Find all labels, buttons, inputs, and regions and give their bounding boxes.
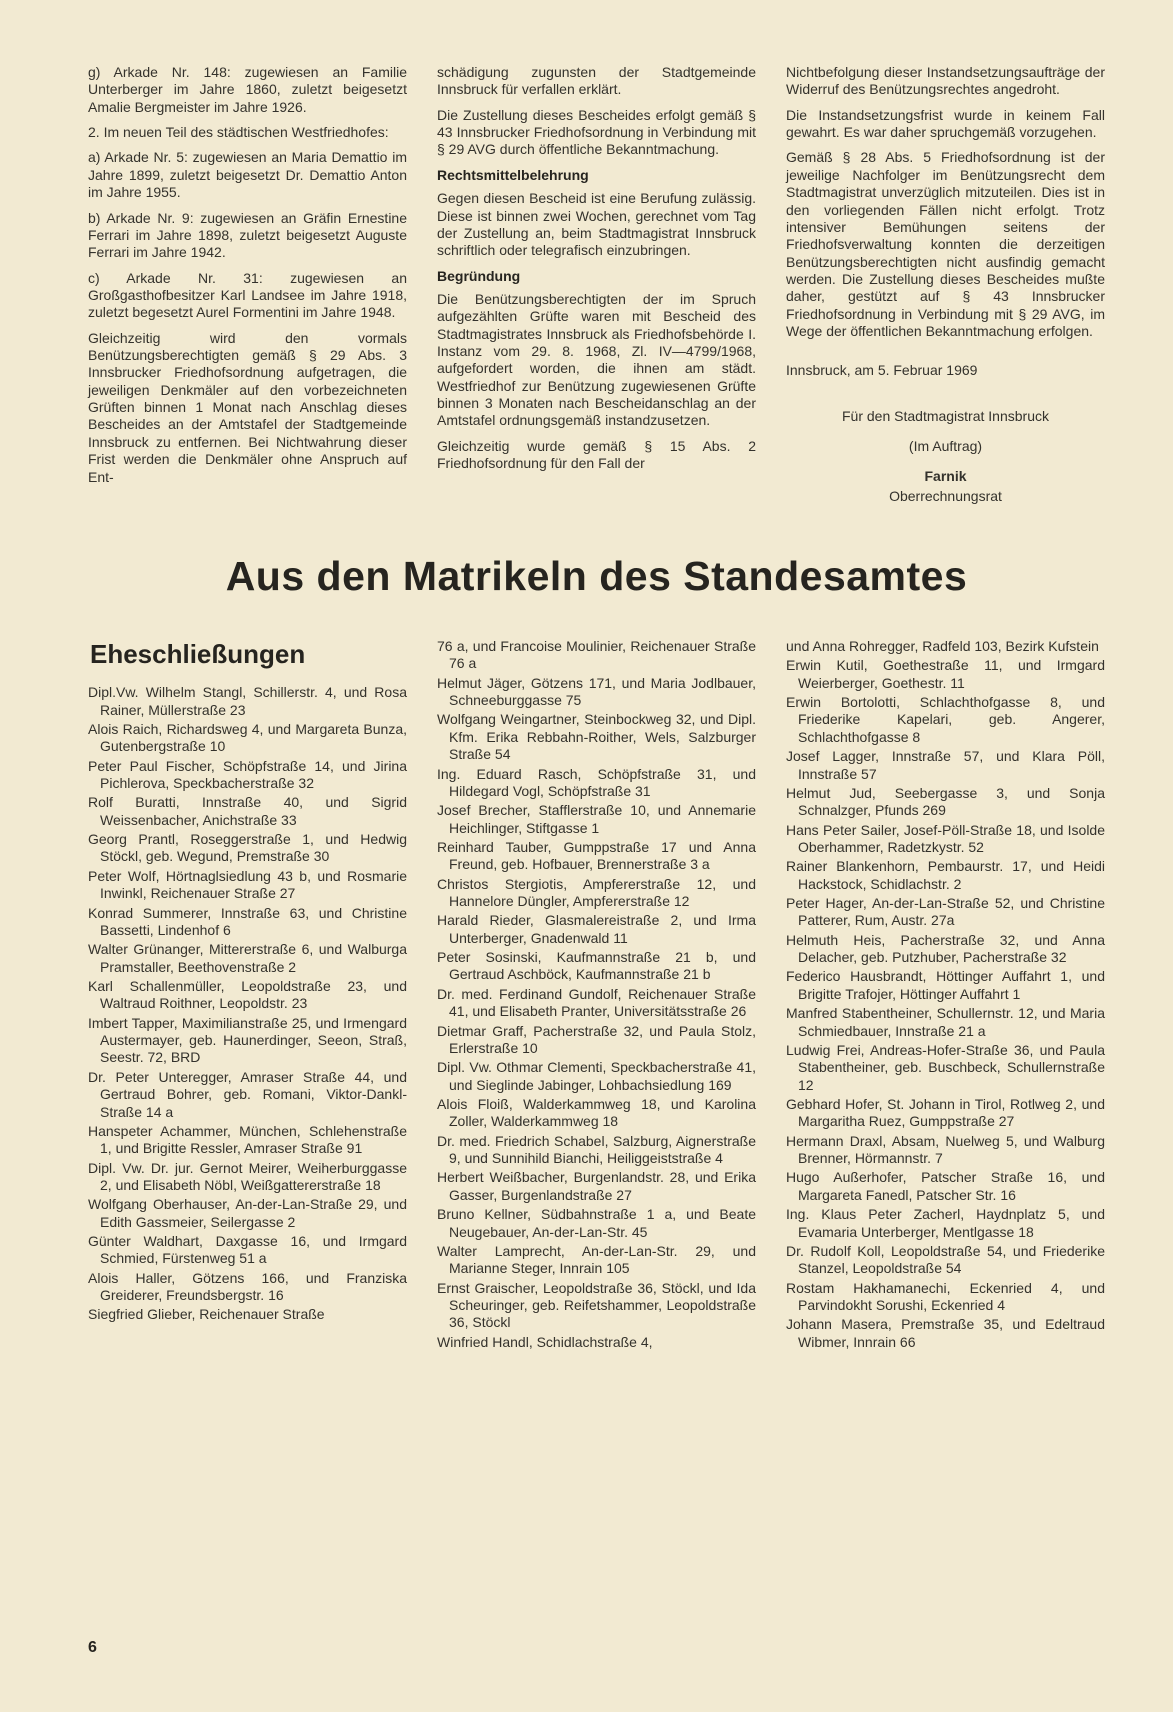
marriage-entry: Wolfgang Weingartner, Steinbockweg 32, und Dipl. Kfm. Erika Rebbahn-Roither, Wels, Salzburger Straße 54 [437, 711, 756, 763]
paragraph: Die Instandsetzungsfrist wurde in keinem Fall gewahrt. Es war daher spruchgemäß vorzugehen. [786, 106, 1105, 141]
paragraph: Die Benützungsberechtigten der im Spruch aufgezählten Grüfte waren mit Bescheid des Stadtmagistrates Innsbruck als Friedhofsbehörde I. Instanz vom 29. 8. 1968, Zl. IV—4799/1968, aufgefordert worden, die ihnen am städt. Westfriedhof zur Benützung zugewiesenen Grüfte binnen 3 Monaten nach Bescheidanschlag an der Amtstafel ordnungsgemäß instandzusetzen. [437, 290, 756, 429]
marriage-entry: Karl Schallenmüller, Leopoldstraße 23, und Waltraud Roithner, Leopoldstr. 23 [88, 978, 407, 1012]
marriage-entry: Herbert Weißbacher, Burgenlandstr. 28, und Erika Gasser, Burgenlandstraße 27 [437, 1169, 756, 1203]
paragraph: Die Zustellung dieses Bescheides erfolgt gemäß § 43 Innsbrucker Friedhofsordnung in Verbindung mit § 29 AVG durch öffentliche Bekanntmachung. [437, 106, 756, 158]
marriage-entry: Hanspeter Achammer, München, Schlehenstraße 1, und Brigitte Ressler, Amraser Straße 91 [88, 1122, 407, 1157]
paragraph: schädigung zugunsten der Stadtgemeinde Innsbruck für verfallen erklärt. [437, 64, 756, 98]
marriage-entry: Dipl.Vw. Wilhelm Stangl, Schillerstr. 4, und Rosa Rainer, Müllerstraße 23 [88, 684, 407, 718]
marriage-entry: Josef Brecher, Stafflerstraße 10, und Annemarie Heichlinger, Stiftgasse 1 [437, 802, 756, 836]
marriage-entry: Dr. Rudolf Koll, Leopoldstraße 54, und Friederike Stanzel, Leopoldstraße 54 [786, 1242, 1105, 1277]
marriage-entry: Federico Hausbrandt, Höttinger Auffahrt 1, und Brigitte Trafojer, Höttinger Auffahrt 1 [786, 968, 1105, 1002]
marriage-entry: Dr. Peter Unteregger, Amraser Straße 44, und Gertraud Bohrer, geb. Romani, Viktor-Dankl-Straße 14 a [88, 1068, 407, 1120]
marriage-entry: Alois Raich, Richardsweg 4, und Margareta Bunza, Gutenbergstraße 10 [88, 720, 407, 755]
marriage-entry: Ing. Klaus Peter Zacherl, Haydnplatz 5, und Evamaria Unterberger, Mentlgasse 18 [786, 1206, 1105, 1240]
marriage-entry: Dietmar Graff, Pacherstraße 32, und Paula Stolz, Erlerstraße 10 [437, 1022, 756, 1056]
marriage-entry: Christos Stergiotis, Ampfererstraße 12, und Hannelore Düngler, Ampfererstraße 12 [437, 875, 756, 910]
marriage-entry: Erwin Bortolotti, Schlachthofgasse 8, und Friederike Kapelari, geb. Angerer, Schlachthofgasse 8 [786, 694, 1105, 745]
paragraph: Innsbruck, am 5. Februar 1969 [786, 362, 978, 379]
marriage-entry: Helmut Jud, Seebergasse 3, und Sonja Schnalzger, Pfunds 269 [786, 784, 1105, 819]
marriage-entry: Winfried Handl, Schidlachstraße 4, [437, 1333, 653, 1350]
marriage-entry: Alois Floiß, Walderkammweg 18, und Karolina Zoller, Walderkammweg 18 [437, 1096, 756, 1130]
notice-column-3 [786, 64, 1105, 505]
marriage-entry: Hermann Draxl, Absam, Nuelweg 5, und Walburg Brenner, Hörmannstr. 7 [786, 1132, 1105, 1167]
marriage-entry: Walter Lamprecht, An-der-Lan-Str. 29, und Marianne Steger, Innrain 105 [437, 1242, 756, 1277]
marriage-entry: Manfred Stabentheiner, Schullernstr. 12, und Maria Schmiedbauer, Innstraße 21 a [786, 1005, 1105, 1039]
marriage-entry: Wolfgang Oberhauser, An-der-Lan-Straße 29, und Edith Gassmeier, Seilergasse 2 [88, 1196, 407, 1230]
marriage-entry: Konrad Summerer, Innstraße 63, und Christine Bassetti, Lindenhof 6 [88, 904, 407, 938]
paragraph: Gleichzeitig wurde gemäß § 15 Abs. 2 Friedhofsordnung für den Fall der [437, 437, 756, 472]
marriage-entry: Helmut Jäger, Götzens 171, und Maria Jodlbauer, Schneeburggasse 75 [437, 674, 756, 709]
marriage-entry: Johann Masera, Premstraße 35, und Edeltraud Wibmer, Innrain 66 [786, 1316, 1105, 1350]
marriage-entry: Helmuth Heis, Pacherstraße 32, und Anna Delacher, geb. Putzhuber, Pacherstraße 32 [786, 931, 1105, 966]
main-heading: Aus den Matrikeln des Standesamtes [225, 553, 968, 600]
marriage-entry: Erwin Kutil, Goethestraße 11, und Irmgard Weierberger, Goethestr. 11 [786, 657, 1105, 691]
marriage-entry: Peter Sosinski, Kaufmannstraße 21 b, und Gertraud Aschböck, Kaufmannstraße 21 b [437, 949, 756, 983]
marriage-entry: Rostam Hakhamanechi, Eckenried 4, und Parvindokht Sorushi, Eckenried 4 [786, 1279, 1105, 1313]
marriage-entry: Dipl. Vw. Dr. jur. Gernot Meirer, Weiherburggasse 2, und Elisabeth Nöbl, Weißgattererstraße 18 [88, 1159, 407, 1193]
marriage-entry: Hugo Außerhofer, Patscher Straße 16, und Margareta Fanedl, Patscher Str. 16 [786, 1169, 1105, 1203]
marriage-entry: Ing. Eduard Rasch, Schöpfstraße 31, und Hildegard Vogl, Schöpfstraße 31 [437, 765, 756, 799]
marriage-entry: Reinhard Tauber, Gumppstraße 17 und Anna Freund, geb. Hofbauer, Brennerstraße 3 a [437, 838, 756, 873]
paragraph: b) Arkade Nr. 9: zugewiesen an Gräfin Ernestine Ferrari im Jahre 1898, zuletzt beigesetzt Auguste Ferrari im Jahre 1942. [88, 209, 407, 261]
marriage-entry: Imbert Tapper, Maximilianstraße 25, und Irmengard Austermayer, geb. Haunerdinger, Seeon, Straß, Seestr. 72, BRD [88, 1014, 407, 1066]
marriage-entry: Günter Waldhart, Daxgasse 16, und Irmgard Schmied, Fürstenweg 51 a [88, 1233, 407, 1267]
marriages-column-2 [437, 638, 756, 1353]
marriage-entry: Peter Hager, An-der-Lan-Straße 52, und Christine Patterer, Rum, Austr. 27a [786, 895, 1105, 929]
sub-heading: Rechtsmittelbelehrung [437, 166, 589, 183]
paragraph: (Im Auftrag) [908, 438, 983, 455]
marriage-entry: Harald Rieder, Glasmalereistraße 2, und Irma Unterberger, Gnadenwald 11 [437, 912, 756, 946]
marriages-section [88, 638, 1105, 1353]
paragraph: c) Arkade Nr. 31: zugewiesen an Großgasthofbesitzer Karl Landsee im Jahre 1918, zuletzt begesetzt Aurel Formentini im Jahre 1948. [88, 269, 407, 321]
marriage-entry: Georg Prantl, Roseggerstraße 1, und Hedwig Stöckl, geb. Wegund, Premstraße 30 [88, 831, 407, 865]
marriage-entry: Ludwig Frei, Andreas-Hofer-Straße 36, und Paula Stabentheiner, geb. Buschbeck, Schullernstraße 12 [786, 1041, 1105, 1093]
marriage-entry: Peter Paul Fischer, Schöpfstraße 14, und Jirina Pichlerova, Speckbacherstraße 32 [88, 757, 407, 792]
marriage-entry: Bruno Kellner, Südbahnstraße 1 a, und Beate Neugebauer, An-der-Lan-Str. 45 [437, 1206, 756, 1240]
paragraph: Gleichzeitig wird den vormals Benützungsberechtigten gemäß § 29 Abs. 3 Innsbrucker Friedhofsordnung aufgetragen, die jeweiligen Denkmäler auf den vorbezeichneten Grüften binnen 1 Monat nach Anschlag dieses Bescheides an der Amtstafel der Stadtgemeinde Innsbruck zu entfernen. Bei Nichtwahrung dieser Frist werden die Denkmäler ohne Anspruch auf Ent- [88, 329, 407, 485]
marriages-column-3 [786, 638, 1105, 1353]
marriage-entry: und Anna Rohregger, Radfeld 103, Bezirk Kufstein [786, 638, 1099, 655]
sub-heading: Begründung [437, 267, 521, 284]
notice-column-1 [88, 64, 407, 505]
marriage-entry: Rolf Buratti, Innstraße 40, und Sigrid Weissenbacher, Anichstraße 33 [88, 794, 407, 828]
paragraph: g) Arkade Nr. 148: zugewiesen an Familie Unterberger im Jahre 1860, zuletzt beigesetzt Amalie Bergmeister im Jahre 1926. [88, 64, 407, 115]
marriage-entry: Peter Wolf, Hörtnaglsiedlung 43 b, und Rosmarie Inwinkl, Reichenauer Straße 27 [88, 867, 407, 902]
marriage-entry: Walter Grünanger, Mittererstraße 6, und Walburga Pramstaller, Beethovenstraße 2 [88, 941, 407, 975]
notice-section [88, 64, 1105, 505]
paragraph: Gemäß § 28 Abs. 5 Friedhofsordnung ist der jeweilige Nachfolger im Benützungsrecht dem Stadtmagistrat unverzüglich mitzuteilen. Dies ist in den vorliegenden Fällen nicht erfolgt. Trotz intensiver Bemühungen seitens der Friedhofsverwaltung konnten die derzeitigen Benützungsberechtigten nicht ausfindig gemacht werden. Die Zustellung dieses Bescheides mußte daher, gestützt auf § 43 Innsbrucker Friedhofsordnung in Verbindung mit § 29 AVG, im Wege der öffentlichen Bekanntmachung erfolgen. [786, 149, 1105, 340]
marriage-entry: Siegfried Glieber, Reichenauer Straße [88, 1306, 325, 1323]
paragraph: Gegen diesen Bescheid ist eine Berufung zulässig. Diese ist binnen zwei Wochen, gerechnet vom Tag der Zustellung an, beim Stadtmagistrat Innsbruck schriftlich oder telegrafisch einzubringen. [437, 190, 756, 259]
marriage-entry: Dipl. Vw. Othmar Clementi, Speckbacherstraße 41, und Sieglinde Jabinger, Lohbachsiedlung 169 [437, 1059, 756, 1093]
paragraph: a) Arkade Nr. 5: zugewiesen an Maria Demattio im Jahre 1899, zuletzt beigesetzt Dr. Demattio Anton im Jahre 1955. [88, 149, 407, 201]
marriage-entry: Josef Lagger, Innstraße 57, und Klara Pöll, Innstraße 57 [786, 748, 1105, 782]
paragraph: Für den Stadtmagistrat Innsbruck [842, 407, 1049, 424]
paragraph: Oberrechnungsrat [889, 487, 1002, 504]
marriage-entry: Alois Haller, Götzens 166, und Franziska Greiderer, Freundsbergstr. 16 [88, 1269, 407, 1304]
marriage-entry: Dr. med. Friedrich Schabel, Salzburg, Aignerstraße 9, und Sunnihild Bianchi, Heiliggeiststraße 4 [437, 1132, 756, 1167]
page-number: 6 [88, 1639, 97, 1657]
paragraph: Farnik [924, 468, 967, 485]
marriage-entry: Dr. med. Ferdinand Gundolf, Reichenauer Straße 41, und Elisabeth Pranter, Universitätsstraße 26 [437, 985, 756, 1020]
paragraph: 2. Im neuen Teil des städtischen Westfriedhofes: [88, 124, 389, 141]
marriages-heading: Eheschließungen [90, 639, 306, 670]
marriage-entry: Gebhard Hofer, St. Johann in Tirol, Rotlweg 2, und Margaritha Ruez, Gumppstraße 27 [786, 1096, 1105, 1130]
marriage-entry: Hans Peter Sailer, Josef-Pöll-Straße 18, und Isolde Oberhammer, Radetzkystr. 52 [786, 821, 1105, 855]
marriages-list-1 [88, 684, 407, 1324]
marriage-entry: 76 a, und Francoise Moulinier, Reichenauer Straße 76 a [437, 638, 756, 672]
notice-column-2 [437, 64, 756, 505]
marriages-column-1 [88, 638, 407, 1353]
marriages-list-3 [786, 638, 1105, 1351]
paragraph: Nichtbefolgung dieser Instandsetzungsaufträge der Widerruf des Benützungsrechtes angedroht. [786, 64, 1105, 98]
marriages-list-2 [437, 638, 756, 1351]
marriage-entry: Rainer Blankenhorn, Pembaurstr. 17, und Heidi Hackstock, Schidlachstr. 2 [786, 858, 1105, 892]
marriage-entry: Ernst Graischer, Leopoldstraße 36, Stöckl, und Ida Scheuringer, geb. Reifetshammer, Leopoldstraße 36, Stöckl [437, 1279, 756, 1331]
